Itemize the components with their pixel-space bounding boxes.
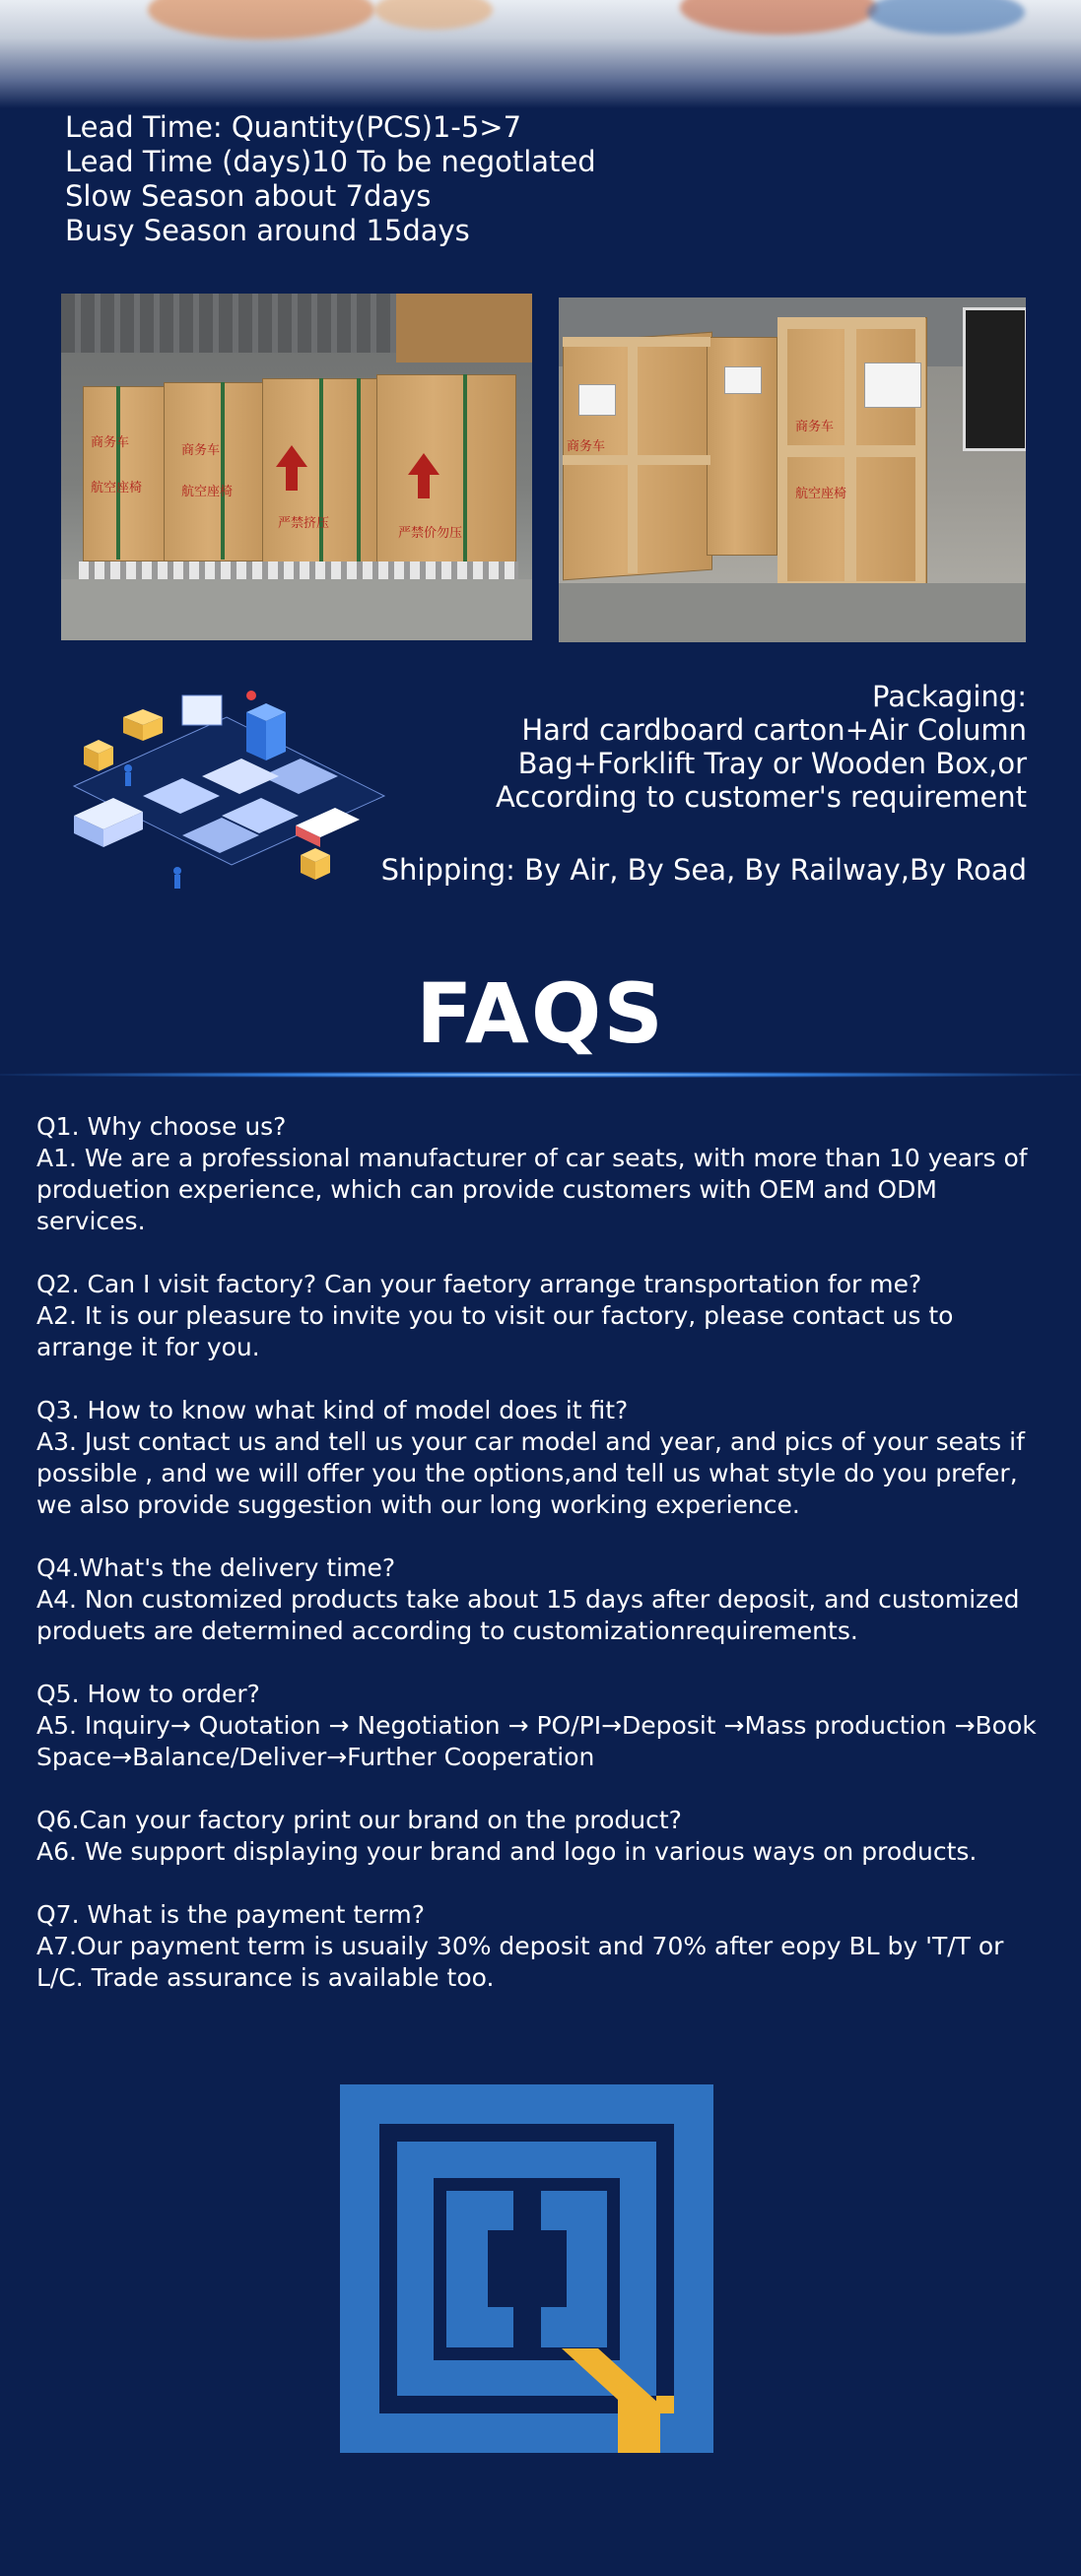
packaging-title: Packaging: bbox=[872, 680, 1027, 713]
faq-answer: A3. Just contact us and tell us your car model and year, and pics of your seats if possible , and we will offer you the options,and tell us what style do you prefer, we also provide suggestion with our long working experience. bbox=[36, 1427, 1025, 1519]
package-box-icon bbox=[301, 848, 330, 880]
box-print-text: 严禁挤压 bbox=[278, 516, 330, 531]
paint-splash-red bbox=[680, 0, 877, 34]
floor bbox=[559, 583, 1026, 642]
lead-time-line-1: Lead Time: Quantity(PCS)1-5>7 bbox=[65, 110, 522, 144]
faq-item bbox=[36, 1395, 1047, 1521]
box-print-text: 商务车 bbox=[91, 435, 130, 450]
paint-splash-orange bbox=[148, 0, 374, 39]
crate-frame bbox=[915, 317, 925, 593]
faq-item bbox=[36, 1679, 1047, 1773]
faq-question: Q6.Can your factory print our brand on the product? bbox=[36, 1806, 682, 1834]
paint-splash-peach bbox=[374, 0, 493, 30]
carton-box bbox=[164, 382, 274, 561]
lead-time-line-2: Lead Time (days)10 To be negotlated bbox=[65, 145, 596, 178]
strap bbox=[221, 382, 225, 560]
lead-time-line-4: Busy Season around 15days bbox=[65, 214, 470, 247]
up-arrow-stem bbox=[418, 475, 430, 498]
packaging-info bbox=[475, 680, 1027, 814]
faq-item bbox=[36, 1552, 1047, 1647]
shipping-methods: Shipping: By Air, By Sea, By Railway,By Road bbox=[380, 853, 1027, 887]
box-print-text: 商务车 bbox=[567, 439, 606, 454]
crate-frame bbox=[777, 317, 787, 593]
strap bbox=[116, 386, 120, 560]
faq-answer: A1. We are a professional manufacturer of car seats, with more than 10 years of produetion experience, which can provide customers with OEM and ODM services. bbox=[36, 1144, 1028, 1235]
strap bbox=[357, 378, 361, 561]
wooden-crate-photo bbox=[559, 297, 1026, 642]
stacked-boards bbox=[396, 294, 532, 363]
company-logo bbox=[340, 2084, 713, 2453]
carton-packaging-photo bbox=[61, 294, 532, 640]
computer-screen-icon bbox=[182, 695, 222, 725]
up-arrow-icon bbox=[276, 445, 307, 467]
faq-question: Q2. Can I visit factory? Can your faetory arrange transportation for me? bbox=[36, 1270, 922, 1298]
box-print-text: 严禁价勿压 bbox=[398, 526, 463, 541]
server-stack-icon bbox=[246, 691, 286, 760]
faq-answer: A2. It is our pleasure to invite you to visit our factory, please contact us to arrange it for you. bbox=[36, 1301, 954, 1361]
up-arrow-icon bbox=[408, 453, 439, 475]
box-print-text: 航空座椅 bbox=[91, 481, 143, 495]
faq-item bbox=[36, 1269, 1047, 1363]
faq-item bbox=[36, 1805, 1047, 1868]
box-print-text: 航空座椅 bbox=[181, 485, 234, 499]
packaging-line-2: Bag+Forklift Tray or Wooden Box,or bbox=[517, 747, 1027, 780]
box-print-text: 航空座椅 bbox=[795, 487, 847, 501]
faqs-heading: FAQS bbox=[416, 965, 665, 1062]
faq-answer: A5. Inquiry→ Quotation → Negotiation → PO/PI→Deposit →Mass production →Book Space→Balance/Deliver→Further Cooperation bbox=[36, 1711, 1037, 1771]
faq-list bbox=[36, 1111, 1047, 2025]
faq-question: Q7. What is the payment term? bbox=[36, 1900, 425, 1929]
floor bbox=[61, 579, 532, 640]
box-print-text: 商务车 bbox=[795, 420, 835, 434]
package-box-icon bbox=[84, 740, 113, 771]
pallet bbox=[79, 561, 518, 579]
lead-time-line-3: Slow Season about 7days bbox=[65, 179, 432, 213]
top-decorative-banner bbox=[0, 0, 1081, 108]
dark-machine bbox=[963, 307, 1026, 451]
strap bbox=[319, 378, 323, 561]
box-print-text: 商务车 bbox=[181, 443, 221, 458]
lead-time-block bbox=[65, 110, 596, 248]
faq-item bbox=[36, 1899, 1047, 1994]
crate-frame bbox=[628, 337, 638, 573]
faq-question: Q1. Why choose us? bbox=[36, 1112, 287, 1141]
faq-answer: A6. We support displaying your brand and logo in various ways on products. bbox=[36, 1837, 978, 1866]
faq-question: Q3. How to know what kind of model does it fit? bbox=[36, 1396, 629, 1424]
faq-item bbox=[36, 1111, 1047, 1237]
faq-question: Q5. How to order? bbox=[36, 1680, 260, 1708]
shipping-label bbox=[578, 384, 616, 416]
faq-answer: A7.Our payment term is usuaily 30% deposit and 70% after eopy BL by 'T/T or L/C. Trade assurance is available too. bbox=[36, 1932, 1004, 1992]
shipping-label bbox=[864, 363, 921, 408]
package-box-icon bbox=[123, 709, 163, 741]
faqs-divider-glow bbox=[0, 1072, 1081, 1078]
shipping-label bbox=[724, 366, 762, 394]
faq-question: Q4.What's the delivery time? bbox=[36, 1553, 396, 1582]
crate-frame bbox=[845, 317, 856, 593]
isometric-grid bbox=[74, 717, 384, 865]
faq-answer: A4. Non customized products take about 15 days after deposit, and customized produets are determined according to customizationrequirements. bbox=[36, 1585, 1020, 1645]
logistics-illustration bbox=[54, 678, 399, 904]
paint-splash-blue bbox=[867, 0, 1025, 34]
up-arrow-stem bbox=[286, 467, 298, 491]
packaging-line-3: According to customer's requirement bbox=[496, 780, 1027, 814]
packaging-line-1: Hard cardboard carton+Air Column bbox=[521, 713, 1027, 747]
strap bbox=[463, 374, 467, 561]
